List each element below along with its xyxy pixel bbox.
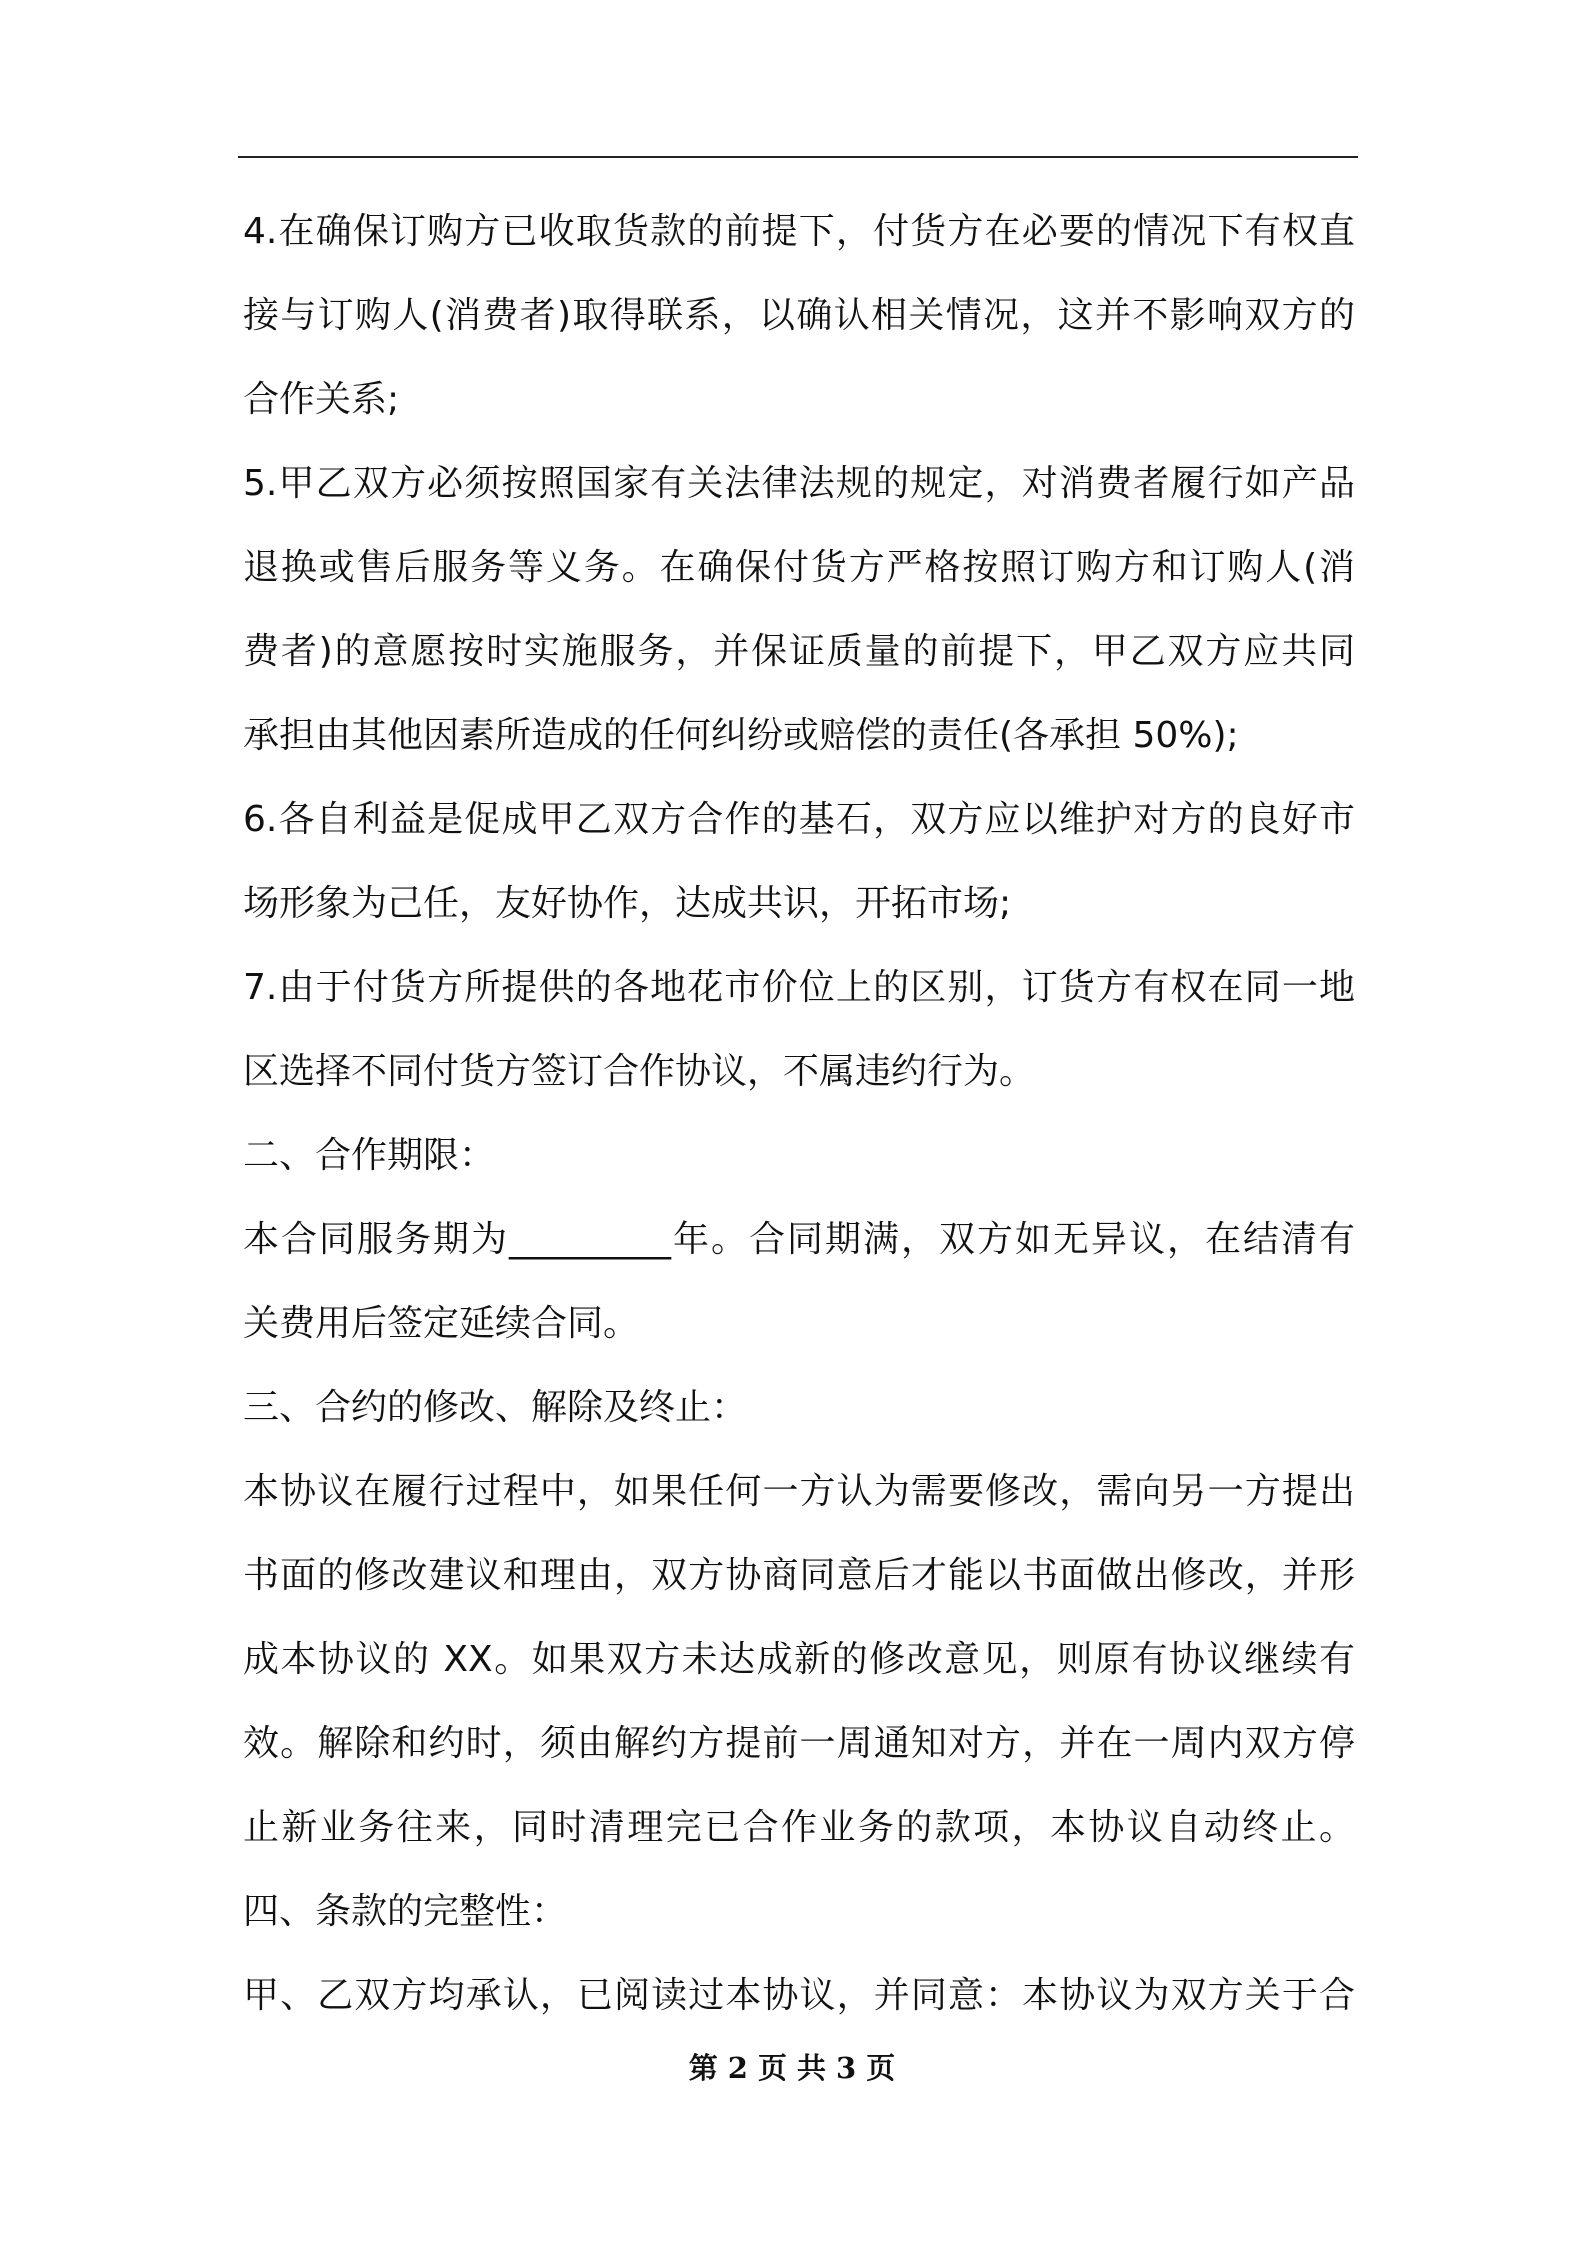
text-line: 二、合作期限： [243,1135,496,1176]
text-line: 承担由其他因素所造成的任何纠纷或赔偿的责任(各承担 50%); [243,715,1239,756]
text-line: 止新业务往来，同时清理完已合作业务的款项，本协议自动终止。 [243,1807,1355,1848]
text-line: 退换或售后服务等义务。在确保付货方严格按照订购方和订购人(消 [243,547,1355,588]
text-line: 区选择不同付货方签订合作协议，不属违约行为。 [243,1051,1036,1092]
text-line: 6.各自利益是促成甲乙双方合作的基石，双方应以维护对方的良好市 [243,799,1355,840]
text-line: 三、合约的修改、解除及终止： [243,1387,748,1428]
text-line: 本合同服务期为_________年。合同期满，双方如无异议，在结清有 [243,1219,1355,1260]
footer-label-page-suffix: 页 [757,2051,789,2085]
text-line: 7.由于付货方所提供的各地花市价位上的区别，订货方有权在同一地 [243,967,1355,1008]
text-line: 甲、乙双方均承认，已阅读过本协议，并同意：本协议为双方关于合 [243,1975,1355,2016]
document-body [243,190,1355,2038]
text-line: 效。解除和约时，须由解约方提前一周通知对方，并在一周内双方停 [243,1723,1355,1764]
text-line: 四、条款的完整性： [243,1891,568,1932]
text-line: 书面的修改建议和理由，双方协商同意后才能以书面做出修改，并形 [243,1555,1355,1596]
text-line: 5.甲乙双方必须按照国家有关法律法规的规定，对消费者履行如产品 [243,463,1355,504]
text-line: 接与订购人(消费者)取得联系，以确认相关情况，这并不影响双方的 [243,295,1355,336]
footer-label-total-suffix: 页 [866,2051,898,2085]
footer-label-page: 第 [688,2051,720,2085]
text-line: 费者)的意愿按时实施服务，并保证质量的前提下，甲乙双方应共同 [243,631,1355,672]
text-line: 关费用后签定延续合同。 [243,1303,640,1344]
text-line: 4.在确保订购方已收取货款的前提下，付货方在必要的情况下有权直 [243,211,1355,252]
text-line: 场形象为己任，友好协作，达成共识，开拓市场; [243,883,1012,924]
text-line: 本协议在履行过程中，如果任何一方认为需要修改，需向另一方提出 [243,1471,1355,1512]
header-rule [238,156,1358,158]
page-footer [0,2046,1586,2087]
footer-current-page: 2 [727,2051,750,2085]
footer-label-total: 共 [797,2051,829,2085]
text-line: 成本协议的 XX。如果双方未达成新的修改意见，则原有协议继续有 [243,1639,1355,1680]
text-line: 合作关系; [243,379,400,420]
footer-total-pages: 3 [836,2051,859,2085]
